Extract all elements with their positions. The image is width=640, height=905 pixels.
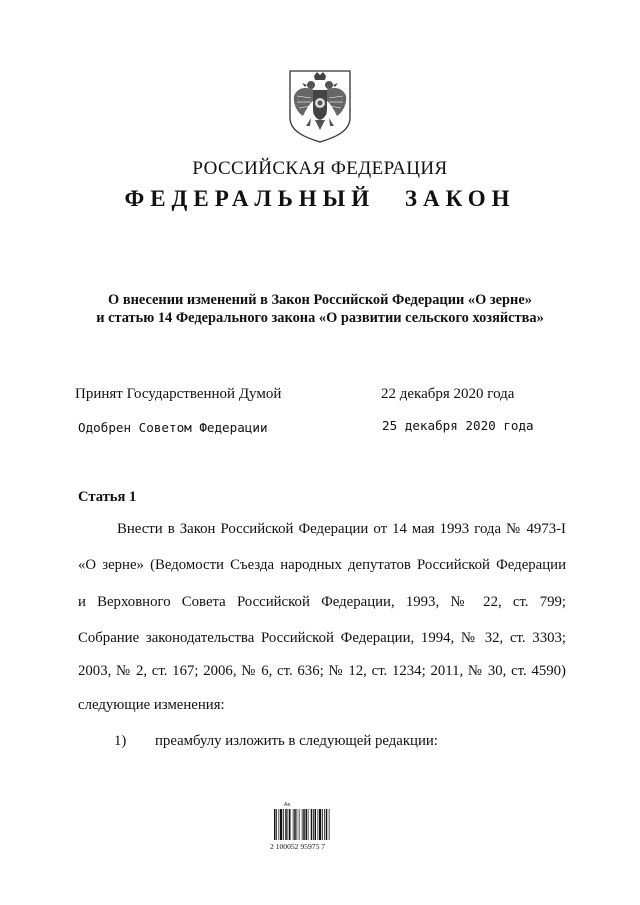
article-line-2: «О зерне» (Ведомости Съезда народных депутатов Российской Федерации — [78, 557, 566, 573]
barcode-bar — [322, 809, 323, 840]
barcode-bar — [276, 809, 277, 840]
article-line-1: Внести в Закон Российской Федерации от 14 мая 1993 года № 4973-I — [117, 521, 566, 537]
svg-text:Ae: Ae — [284, 802, 291, 808]
barcode-bar — [313, 809, 314, 840]
barcode-bar — [302, 809, 303, 840]
barcode-bar — [297, 809, 298, 840]
adopted-date: 22 декабря 2020 года — [381, 386, 515, 402]
law-title-line-2: и статью 14 Федерального закона «О развитии сельского хозяйства» — [96, 310, 544, 326]
barcode-bar — [280, 809, 282, 840]
barcode-bar — [283, 809, 284, 840]
barcode-bar — [324, 809, 325, 840]
barcode-icon — [270, 800, 354, 852]
barcode-bar — [315, 809, 317, 840]
barcode-bar — [318, 809, 319, 840]
country-heading: РОССИЙСКАЯ ФЕДЕРАЦИЯ — [192, 158, 448, 179]
barcode-bar — [299, 809, 300, 840]
barcode-bar — [294, 809, 296, 840]
article-heading: Статья 1 — [78, 489, 137, 505]
barcode-bar — [289, 809, 291, 840]
russian-coat-of-arms-icon — [287, 68, 353, 144]
list-item-text: преамбулу изложить в следующей редакции: — [155, 733, 438, 749]
barcode-bar — [311, 809, 313, 840]
barcode-bar — [288, 809, 289, 840]
barcode-bar — [308, 809, 309, 840]
barcode-bar — [326, 809, 328, 840]
barcode-bar — [293, 809, 294, 840]
article-line-6: следующие изменения: — [78, 697, 225, 713]
barcode-bar — [319, 809, 321, 840]
approved-date: 25 декабря 2020 года — [382, 418, 534, 433]
adopted-label: Принят Государственной Думой — [75, 386, 282, 402]
barcode-number: 2 100052 95975 7 — [270, 842, 326, 851]
document-type-heading: ФЕДЕРАЛЬНЫЙ ЗАКОН — [124, 186, 516, 211]
article-line-5: 2003, № 2, ст. 167; 2006, № 6, ст. 636; № 12, ст. 1234; 2011, № 30, ст. 4590) — [78, 663, 566, 679]
law-title — [60, 291, 580, 327]
article-line-4: Собрание законодательства Российской Федерации, 1994, № 32, ст. 3303; — [78, 630, 566, 646]
barcode-bar — [329, 809, 330, 840]
list-item-number: 1) — [114, 733, 127, 749]
barcode-bar — [303, 809, 305, 840]
barcode-bar — [279, 809, 280, 840]
approved-label: Одобрен Советом Федерации — [78, 420, 268, 435]
barcode-bar — [274, 809, 276, 840]
article-line-3: и Верховного Совета Российской Федерации, 1993, № 22, ст. 799; — [78, 594, 566, 610]
barcode-bar — [285, 809, 287, 840]
law-title-line-1: О внесении изменений в Закон Российской Федерации «О зерне» — [108, 292, 532, 308]
barcode-bar — [306, 809, 308, 840]
